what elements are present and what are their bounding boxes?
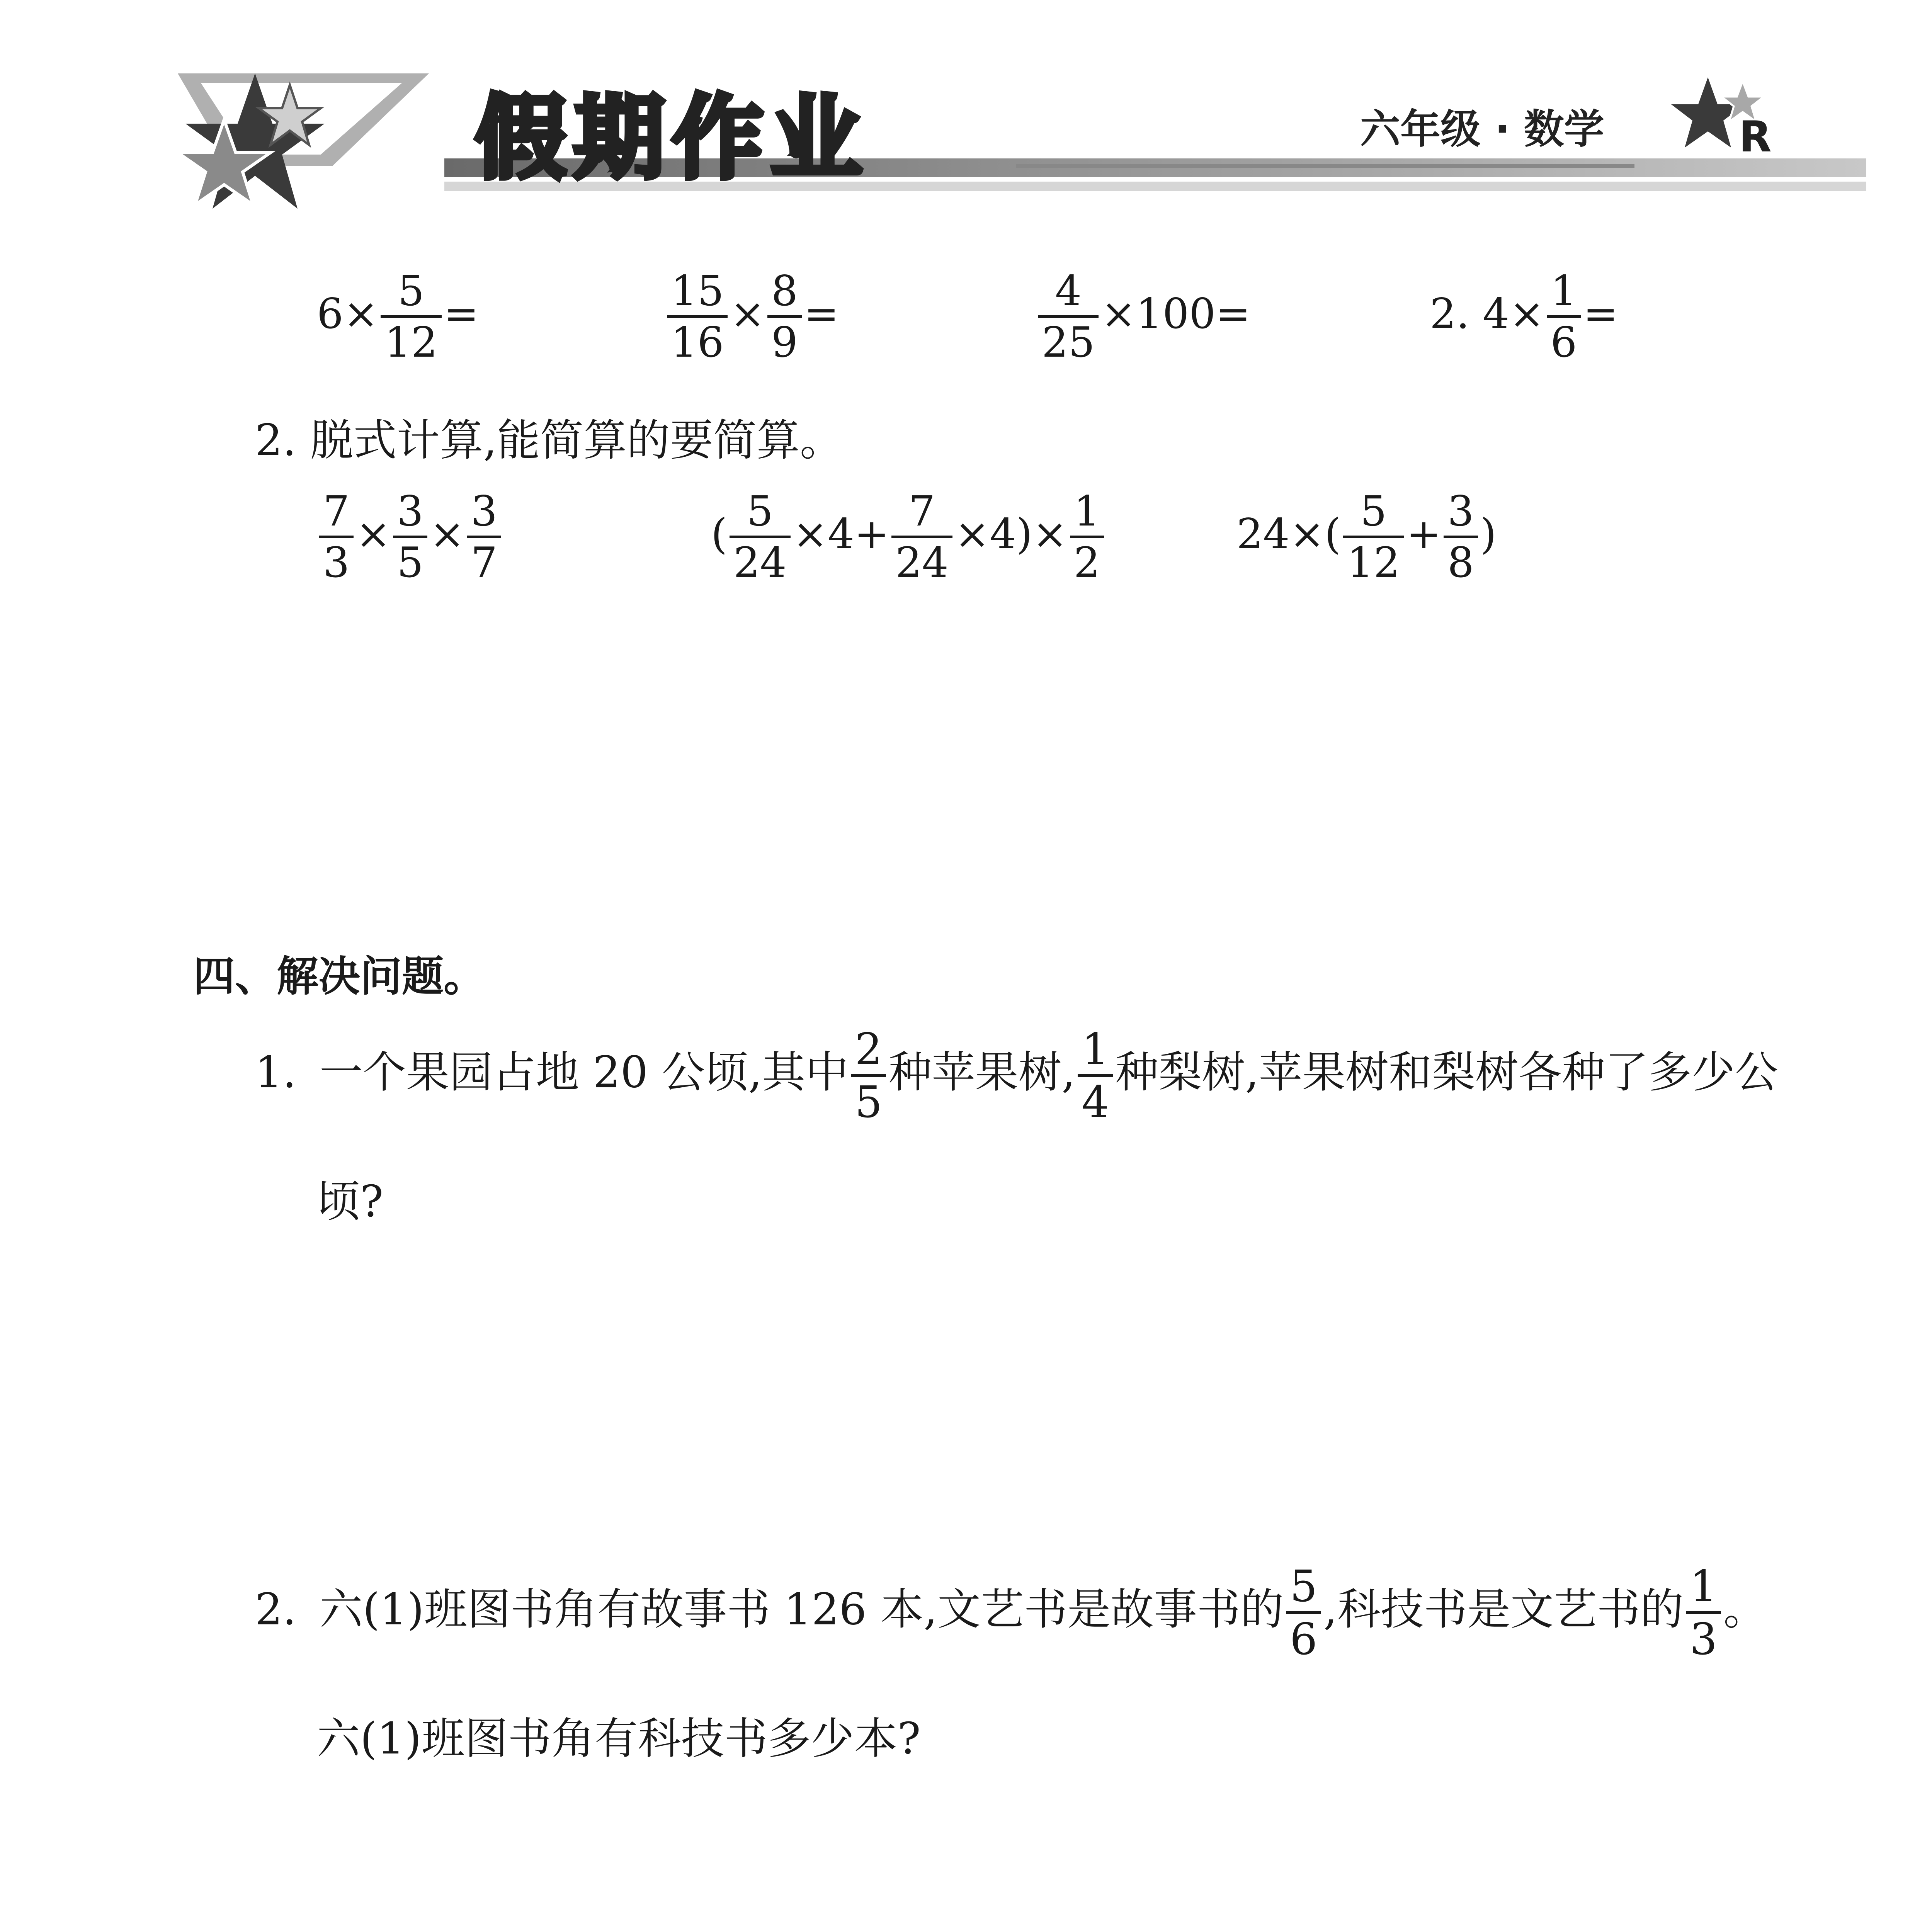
fraction: $\frac{1}{6}$ <box>1547 270 1581 364</box>
calc-item-4: 2. 4× $\frac{1}{6}$ = <box>1430 267 1618 367</box>
problem-1: 1. 一个果园占地 20 公顷,其中 $\frac{2}{5}$ 种苹果树, $\frac{1}{4}$ 种梨树,苹果树和梨树各种了多少公 <box>255 1024 1778 1128</box>
problem-1-continued: 顷? <box>317 1177 384 1227</box>
header <box>0 0 1932 240</box>
fraction: $\frac{5}{12}$ <box>381 270 441 364</box>
q2-expression-2: ( $\frac{5}{24}$ ×4+ $\frac{7}{24}$ ×4)× $\frac{1}{2}$ <box>711 491 1106 584</box>
calc-item-2: $\frac{15}{16}$ × $\frac{8}{9}$ = <box>665 270 839 364</box>
calc-item-1: 6× $\frac{5}{12}$ = <box>317 267 479 367</box>
problem-2-continued: 六(1)班图书角有科技书多少本? <box>317 1714 921 1764</box>
star-cluster-icon <box>162 62 348 240</box>
fraction: $\frac{4}{25}$ <box>1038 270 1099 364</box>
problem-2: 2. 六(1)班图书角有故事书 126 本,文艺书是故事书的 $\frac{5}{6}$ ,科技书是文艺书的 $\frac{1}{3}$ 。 <box>255 1561 1767 1665</box>
q2-label: 2. 脱式计算,能简算的要简算。 <box>255 415 844 466</box>
fraction: $\frac{8}{9}$ <box>767 270 802 364</box>
section-heading: 四、解决问题。 <box>193 952 486 1001</box>
calc-item-3: $\frac{4}{25}$ ×100= <box>1036 270 1251 364</box>
header-title: 假期作业 <box>475 86 869 191</box>
q2-expression-1: $\frac{7}{3}$ × $\frac{3}{5}$ × $\frac{3}{7}$ <box>317 491 503 584</box>
q2-expression-3: 24×( $\frac{5}{12}$ + $\frac{3}{8}$ ) <box>1236 487 1497 587</box>
edition-badge: R <box>1739 112 1772 162</box>
grade-subject-label: 六年级 · 数学 <box>1360 105 1604 153</box>
fraction: $\frac{15}{16}$ <box>667 270 728 364</box>
